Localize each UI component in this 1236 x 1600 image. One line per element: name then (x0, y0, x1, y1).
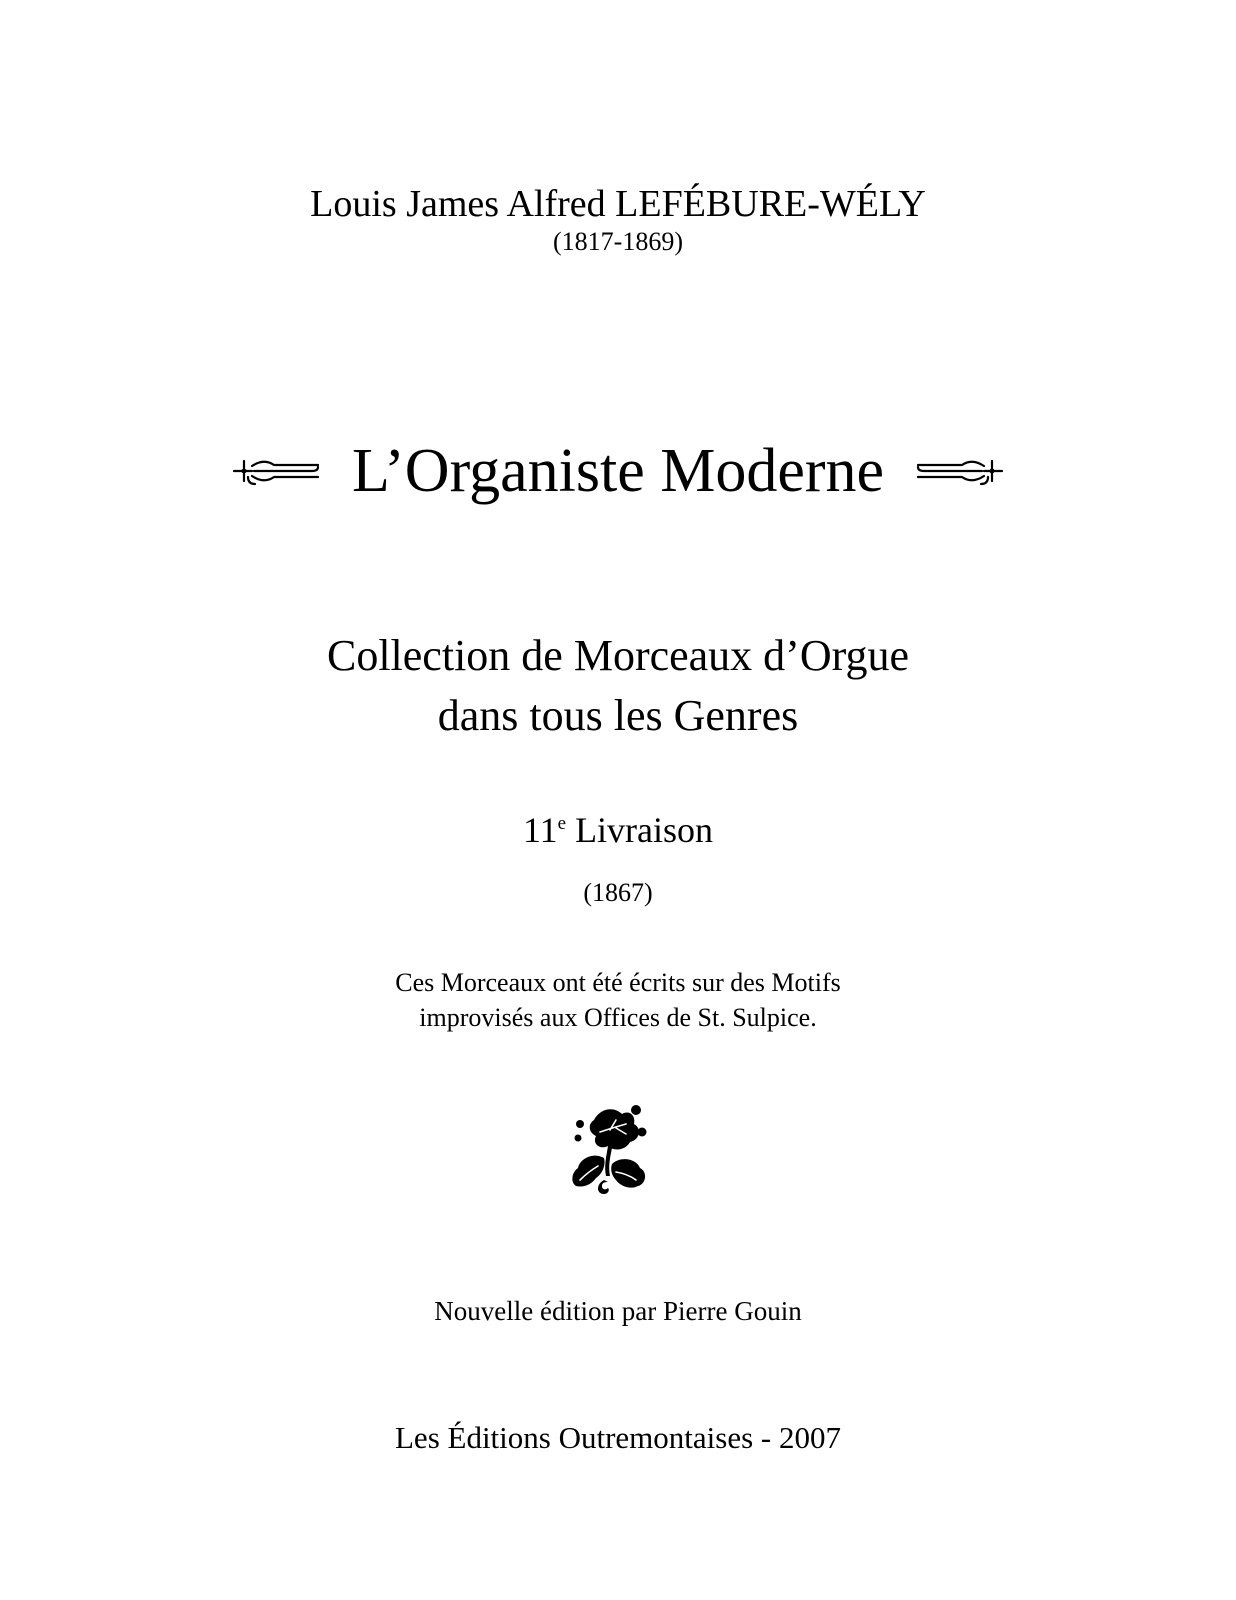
left-ornament-icon (230, 453, 322, 489)
livraison-word: Livraison (566, 810, 714, 850)
subtitle-line-2: dans tous les Genres (437, 691, 799, 740)
composer-dates: (1817-1869) (553, 227, 683, 256)
title-row (0, 437, 1236, 505)
subtitle-line-1: Collection de Morceaux d’Orgue (326, 631, 909, 680)
livraison-suffix: e (557, 813, 567, 834)
publication-year: (1867) (583, 878, 653, 907)
note-line-1: Ces Morceaux ont été écrits sur des Motifs (395, 968, 841, 997)
right-ornament-icon (914, 453, 1006, 489)
composer-name: Louis James Alfred LEFÉBURE-WÉLY (310, 183, 926, 225)
livraison-label (0, 812, 1236, 848)
fleuron-icon (566, 1102, 656, 1197)
main-title: L’Organiste Moderne (351, 437, 885, 505)
note-line-2: improvisés aux Offices de St. Sulpice. (419, 1003, 817, 1032)
editor-credit: Nouvelle édition par Pierre Gouin (434, 1296, 802, 1326)
publisher-credit: Les Éditions Outremontaises - 2007 (395, 1420, 841, 1455)
livraison-number: 11 (522, 810, 558, 850)
